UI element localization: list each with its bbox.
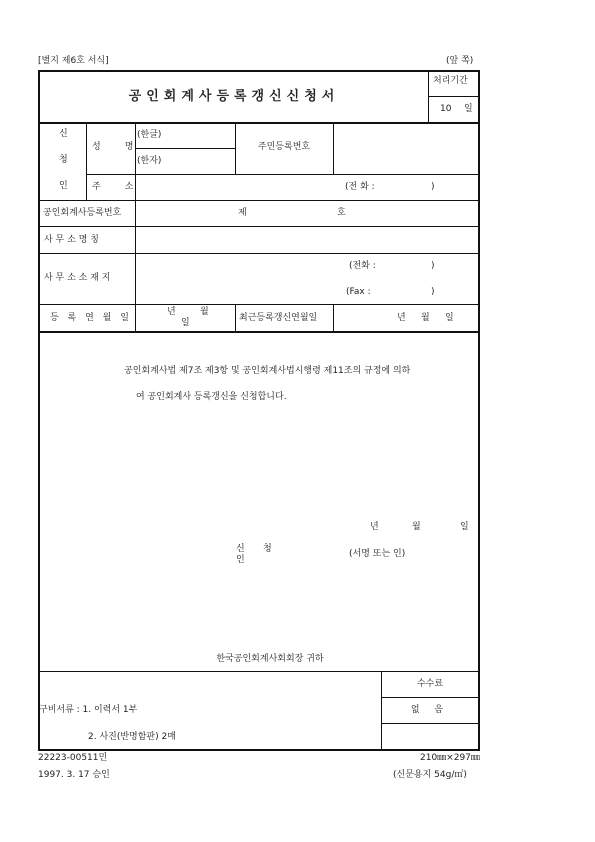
- apply-date-month: 월: [412, 522, 421, 532]
- statement-line-2: 여 공인회계사 등록갱신을 신청합니다.: [136, 392, 287, 402]
- reg-date-day: 일: [181, 318, 190, 328]
- renewal-date-day: 일: [445, 313, 454, 323]
- name-hanja-field[interactable]: [175, 151, 233, 172]
- approval-date: 1997. 3. 17 승인: [38, 770, 110, 780]
- signer-char-3: 인: [236, 555, 245, 565]
- statement-line-1: 공인회계사법 제7조 제3항 및 공인회계사법시행령 제11조의 규정에 의하: [124, 366, 411, 376]
- signer-char-1: 신: [236, 544, 245, 554]
- reg-number-prefix: 제: [238, 208, 247, 218]
- form-title: 공인회계사등록갱신신청서: [128, 89, 340, 104]
- processing-period-value: 10: [440, 104, 452, 114]
- address-label: 주소: [92, 182, 158, 192]
- required-docs-item-2: 2. 사진(반명함판) 2매: [88, 732, 176, 742]
- rrn-label: 주민등록번호: [257, 142, 311, 152]
- name-korean-field[interactable]: [175, 125, 233, 146]
- processing-period-unit: 일: [464, 104, 473, 114]
- processing-period-label: 처리기간: [433, 76, 468, 86]
- office-fax-label: (Fax :: [346, 287, 371, 297]
- office-name-field[interactable]: [138, 229, 476, 251]
- reg-date-year: 년: [167, 307, 176, 317]
- reg-date-label: 등 록 연 월 일: [50, 313, 132, 323]
- reg-number-suffix: 호: [337, 208, 346, 218]
- reg-number-field[interactable]: [250, 203, 330, 224]
- name-korean-label: (한글): [137, 130, 162, 140]
- office-phone-close: ): [431, 261, 435, 271]
- address-field[interactable]: [138, 177, 338, 198]
- reg-number-label: 공인회계사등록번호: [43, 208, 122, 218]
- renewal-date-year: 년: [397, 313, 406, 323]
- signer-name-field[interactable]: [280, 542, 340, 564]
- office-phone-label: (전화 :: [349, 261, 376, 271]
- form-code: 22223-00511민: [38, 753, 108, 763]
- address-phone-close: ): [431, 182, 435, 192]
- office-address-field[interactable]: [138, 256, 338, 302]
- reg-date-month: 월: [200, 307, 209, 317]
- renewal-date-label: 최근등록갱신연월일: [239, 313, 318, 323]
- renewal-date-month: 월: [421, 313, 430, 323]
- page-side: (앞 쪽): [446, 56, 474, 66]
- form-reference: [별지 제6호 서식]: [38, 56, 109, 66]
- paper-size: 210㎜×297㎜: [420, 753, 480, 763]
- office-address-label: 사 무 소 소 재 지: [44, 273, 111, 283]
- applicant-char-3: 인: [59, 181, 68, 191]
- name-label: 성명: [92, 142, 158, 152]
- signature-label: (서명 또는 인): [349, 549, 406, 559]
- paper-spec: (신문용지 54g/㎡): [393, 770, 467, 780]
- office-fax-close: ): [431, 287, 435, 297]
- applicant-char-2: 청: [59, 155, 68, 165]
- recipient: 한국공인회계사회회장 귀하: [216, 654, 324, 664]
- required-docs-label: 구비서류 : 1. 이력서 1부: [39, 705, 138, 715]
- fee-label: 수수료: [416, 679, 444, 689]
- office-name-label: 사 무 소 명 칭: [44, 235, 99, 245]
- address-phone-label: (전 화 :: [345, 182, 375, 192]
- rrn-field[interactable]: [336, 125, 476, 172]
- name-hanja-label: (한자): [137, 156, 162, 166]
- signer-char-2: 청: [263, 544, 272, 554]
- apply-date-day: 일: [460, 522, 469, 532]
- applicant-char-1: 신: [59, 129, 68, 139]
- fee-value: 없 음: [410, 705, 450, 715]
- apply-date-year: 년: [370, 522, 379, 532]
